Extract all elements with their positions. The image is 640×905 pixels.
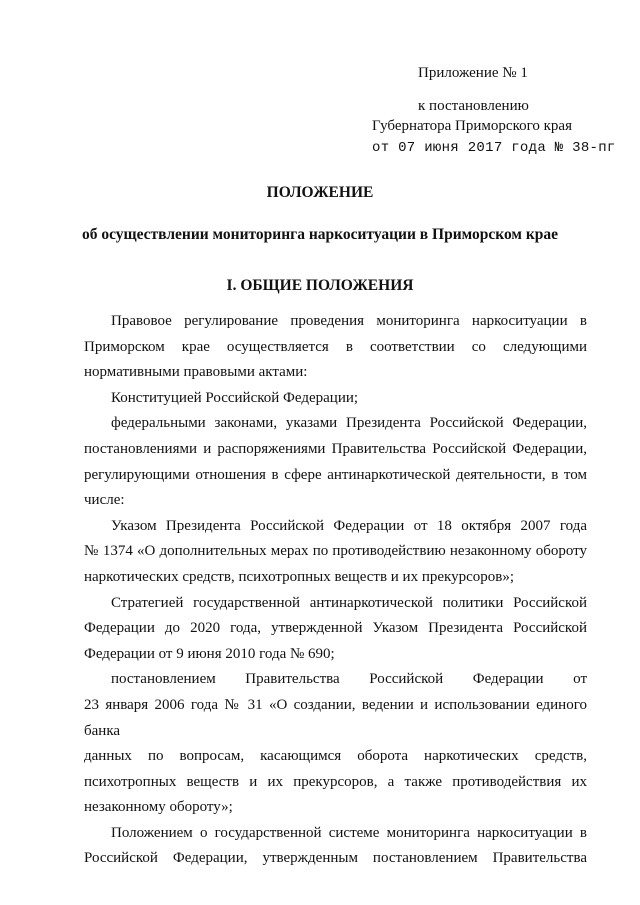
- text-line: Федерации до 2020 года, утвержденной Указом Президента Российской: [84, 620, 587, 637]
- text-line: Указом Президента Российской Федерации от 18 октября 2007 года: [111, 517, 587, 534]
- text-line: постановлениями и распоряжениями Правительства Российской Федерации,: [84, 440, 587, 457]
- text-line: регулирующими отношения в сфере антинаркотической деятельности, в том: [84, 466, 587, 483]
- text-line: психотропных веществ и их прекурсоров, а также противодействия их: [84, 773, 587, 790]
- document-subtitle: об осуществлении мониторинга наркоситуации в Приморском крае: [81, 226, 559, 243]
- text-line: Положением о государственной системе мониторинга наркоситуации в: [111, 824, 587, 841]
- text-line: нормативными правовыми актами:: [84, 364, 308, 381]
- appendix-title: Приложение № 1: [418, 65, 528, 81]
- text-line: 23 января 2006 года № 31 «О создании, ведении и использовании единого банка: [84, 696, 587, 739]
- text-line: Правовое регулирование проведения мониторинга наркоситуации в: [111, 313, 587, 329]
- section-heading: I. ОБЩИЕ ПОЛОЖЕНИЯ: [226, 277, 414, 294]
- text-line: постановлением Правительства Российской Федерации от: [111, 671, 587, 688]
- text-line: федеральными законами, указами Президента Российской Федерации,: [111, 415, 587, 432]
- document-title: ПОЛОЖЕНИЕ: [266, 184, 374, 201]
- body-text: [84, 309, 587, 872]
- text-line: Федерации от 9 июня 2010 года № 690;: [84, 645, 335, 662]
- text-line: числе:: [84, 492, 125, 509]
- appendix-line-3: от 07 июня 2017 года № 38-пг: [372, 140, 616, 156]
- appendix-line-2: Губернатора Приморского края: [372, 118, 572, 134]
- text-line: № 1374 «О дополнительных мерах по противодействию незаконному обороту: [84, 543, 587, 560]
- text-line: Стратегией государственной антинаркотической политики Российской: [111, 594, 587, 611]
- text-line: Российской Федерации, утвержденным постановлением Правительства: [84, 850, 587, 867]
- text-line: Конституцией Российской Федерации;: [111, 389, 359, 406]
- text-line: Приморском крае осуществляется в соответствии со следующими: [84, 338, 587, 355]
- text-line: незаконному обороту»;: [84, 799, 233, 816]
- text-line: данных по вопросам, касающимся оборота наркотических средств,: [84, 748, 587, 765]
- appendix-line-1: к постановлению: [418, 98, 529, 114]
- text-line: наркотических средств, психотропных веществ и их прекурсоров»;: [84, 568, 515, 585]
